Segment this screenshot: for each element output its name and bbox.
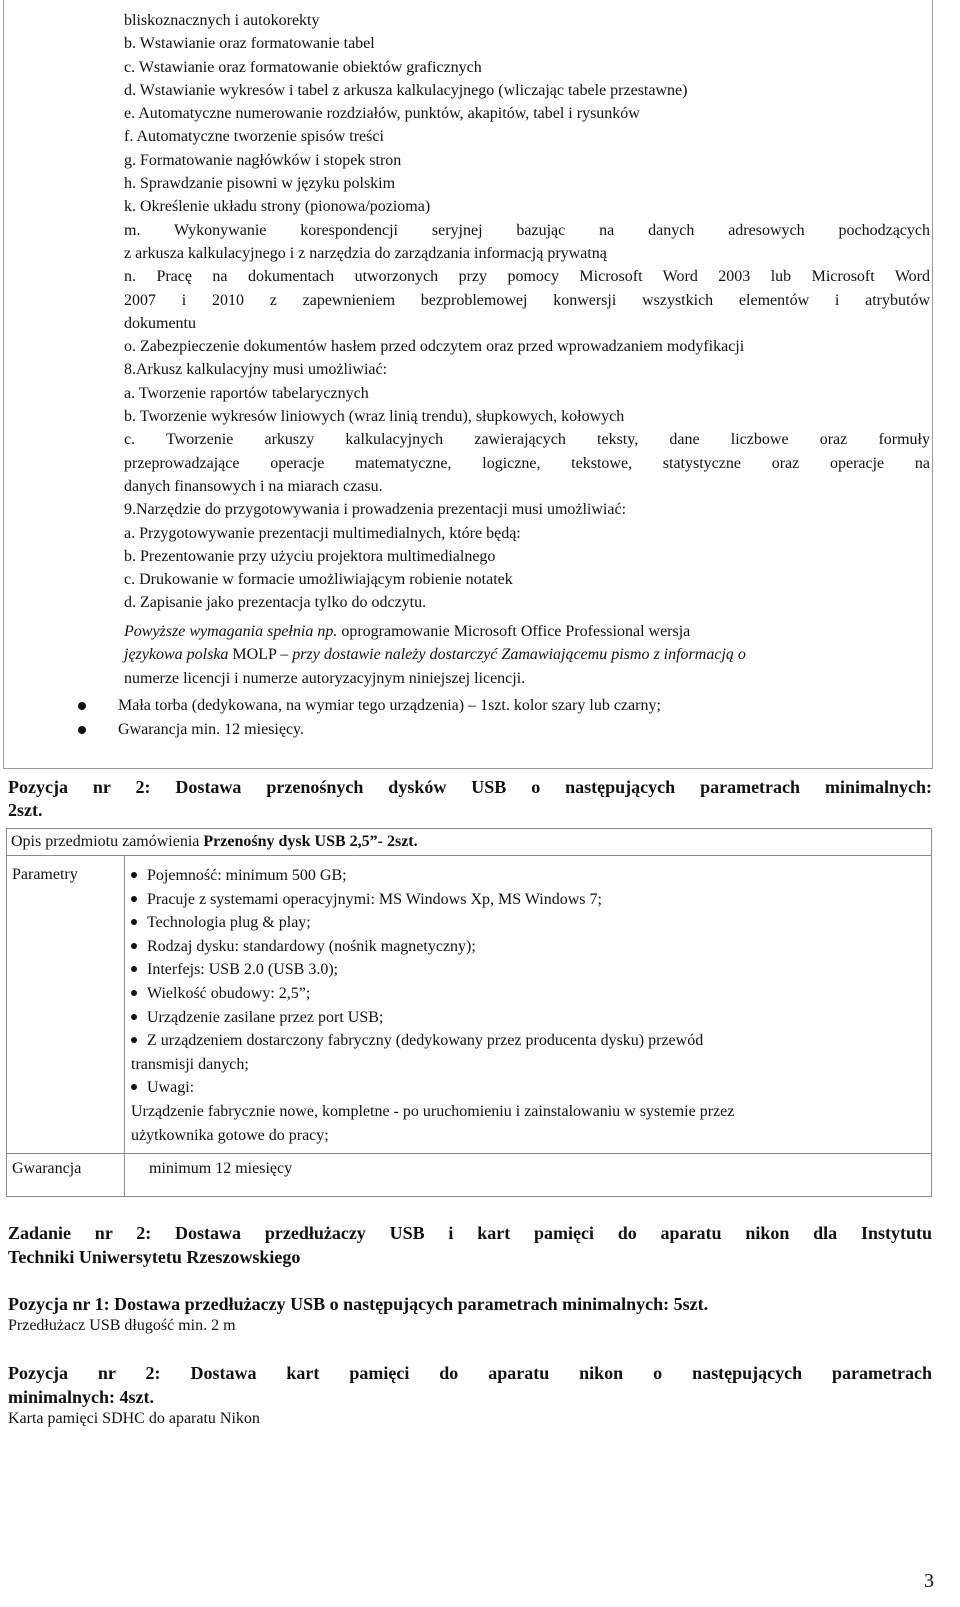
bullet-icon: [78, 702, 86, 710]
page-number: 3: [924, 1570, 934, 1592]
req-line: b. Wstawianie oraz formatowanie tabel: [124, 35, 375, 53]
req-line: f. Automatyczne tworzenie spisów treści: [124, 128, 384, 146]
req-line: g. Formatowanie nagłówków i stopek stron: [124, 151, 402, 169]
req-line: b. Tworzenie wykresów liniowych (wraz linią trendu), słupkowych, kołowych: [124, 408, 625, 426]
req-line: o. Zabezpieczenie dokumentów hasłem przed odczytem oraz przed wprowadzaniem modyfikacji: [124, 338, 745, 356]
req-line: przeprowadzające operacje matematyczne, logiczne, tekstowe, statystyczne oraz operacje na: [124, 454, 930, 472]
pozycja2-heading: Pozycja nr 2: Dostawa przenośnych dysków USB o następujących parametrach minimalnych:: [8, 777, 932, 797]
z2-pozycja2-heading: Pozycja nr 2: Dostawa kart pamięci do aparatu nikon o następujących parametrach: [8, 1363, 932, 1383]
bullet-icon: [131, 990, 137, 996]
note-line-3: numerze licencji i numerze autoryzacyjnym niniejszej licencji.: [124, 669, 526, 687]
requirements-list: [124, 9, 930, 615]
list-item: Technologia plug & play;: [131, 911, 925, 935]
req-line: k. Określenie układu strony (pionowa/pozioma): [124, 198, 431, 216]
req-line: c. Wstawianie oraz formatowanie obiektów graficznych: [124, 58, 482, 76]
req-line: a. Tworzenie raportów tabelarycznych: [124, 384, 369, 402]
param-list: [125, 856, 932, 1154]
z2-pozycja1-heading: Pozycja nr 1: Dostawa przedłużaczy USB o następujących parametrach minimalnych: 5szt.: [8, 1294, 709, 1314]
list-item-cont: transmisji danych;: [131, 1055, 249, 1073]
pozycja2-heading-cont: 2szt.: [8, 800, 43, 820]
bullet-icon: [131, 943, 137, 949]
bullet-icon: [131, 1084, 137, 1090]
list-item: Urządzenie zasilane przez port USB;: [131, 1006, 925, 1030]
req-line: 2007 i 2010 z zapewnieniem bezproblemowej konwersji wszystkich elementów i atrybutów: [124, 291, 930, 309]
spec-header-row: [7, 829, 932, 856]
guarantee-value: minimum 12 miesięcy: [125, 1154, 932, 1197]
req-line: z arkusza kalkulacyjnego i z narzędzia do zarządzania informacją prywatną: [124, 244, 607, 262]
req-line: h. Sprawdzanie pisowni w języku polskim: [124, 175, 396, 193]
spec-header-cell: Opis przedmiotu zamówienia Przenośny dysk USB 2,5”- 2szt.: [7, 829, 932, 856]
bullet-icon: [131, 1037, 137, 1043]
list-item: Pojemność: minimum 500 GB;: [131, 864, 925, 888]
req-line: c. Drukowanie w formacie umożliwiającym robienie notatek: [124, 571, 513, 589]
software-note: [124, 620, 930, 690]
list-item: Gwarancja min. 12 miesięcy.: [78, 718, 928, 742]
bullet-icon: [131, 919, 137, 925]
list-item: Uwagi:: [131, 1076, 925, 1100]
req-line: 8.Arkusz kalkulacyjny musi umożliwiać:: [124, 361, 388, 379]
zadanie2-heading: Zadanie nr 2: Dostawa przedłużaczy USB i kart pamięci do aparatu nikon dla Instytutu: [8, 1223, 932, 1243]
guarantee-row: [7, 1154, 932, 1197]
remarks-text-cont: użytkownika gotowe do pracy;: [131, 1126, 329, 1144]
req-line: b. Prezentowanie przy użyciu projektora multimedialnego: [124, 547, 496, 565]
list-item: Mała torba (dedykowana, na wymiar tego urządzenia) – 1szt. kolor szary lub czarny;: [78, 694, 928, 718]
bullet-icon: [131, 872, 137, 878]
bullet-icon: [78, 726, 86, 734]
list-item: Rodzaj dysku: standardowy (nośnik magnetyczny);: [131, 935, 925, 959]
req-line: e. Automatyczne numerowanie rozdziałów, punktów, akapitów, tabel i rysunków: [124, 105, 640, 123]
list-item: Interfejs: USB 2.0 (USB 3.0);: [131, 958, 925, 982]
req-line: bliskoznacznych i autokorekty: [124, 12, 320, 29]
req-line: a. Przygotowywanie prezentacji multimedialnych, które będą:: [124, 524, 521, 542]
z2-pozycja2-text: Karta pamięci SDHC do aparatu Nikon: [8, 1410, 260, 1427]
remarks-text: Urządzenie fabrycznie nowe, kompletne - po uruchomieniu i zainstalowaniu w systemie przez: [131, 1102, 735, 1120]
req-line: d. Wstawianie wykresów i tabel z arkusza kalkulacyjnego (wliczając tabele przestawne): [124, 81, 688, 99]
spec-table: [6, 828, 932, 1197]
req-line: n. Pracę na dokumentach utworzonych przy pomocy Microsoft Word 2003 lub Microsoft Word: [124, 268, 930, 286]
note-line-1: Powyższe wymagania spełnia np. oprogramowanie Microsoft Office Professional wersja: [124, 623, 691, 640]
list-item: Pracuje z systemami operacyjnymi: MS Windows Xp, MS Windows 7;: [131, 888, 925, 912]
bullet-icon: [131, 966, 137, 972]
extra-bullet-list: [78, 694, 928, 742]
note-line-2: językowa polska MOLP – przy dostawie należy dostarczyć Zamawiającemu pismo z informacją o: [124, 646, 746, 664]
bullet-icon: [131, 896, 137, 902]
z2-pozycja1-text: Przedłużacz USB długość min. 2 m: [8, 1317, 236, 1334]
spec-params-row: [7, 856, 932, 1154]
req-line: danych finansowych i na miarach czasu.: [124, 477, 383, 495]
req-line: c. Tworzenie arkuszy kalkulacyjnych zawierających teksty, dane liczbowe oraz formuły: [124, 431, 930, 449]
zadanie2-heading-cont: Techniki Uniwersytetu Rzeszowskiego: [8, 1247, 301, 1267]
param-label: Parametry: [7, 856, 125, 1154]
guarantee-label: Gwarancja: [7, 1154, 125, 1197]
req-line: d. Zapisanie jako prezentacja tylko do odczytu.: [124, 594, 427, 612]
z2-pozycja2-heading-cont: minimalnych: 4szt.: [8, 1387, 154, 1407]
list-item: Wielkość obudowy: 2,5”;: [131, 982, 925, 1006]
req-line: 9.Narzędzie do przygotowywania i prowadzenia prezentacji musi umożliwiać:: [124, 501, 627, 519]
req-line: m. Wykonywanie korespondencji seryjnej bazując na danych adresowych pochodzących: [124, 221, 930, 239]
bullet-icon: [131, 1014, 137, 1020]
list-item: Z urządzeniem dostarczony fabryczny (dedykowany przez producenta dysku) przewód: [131, 1029, 925, 1053]
req-line: dokumentu: [124, 314, 196, 332]
